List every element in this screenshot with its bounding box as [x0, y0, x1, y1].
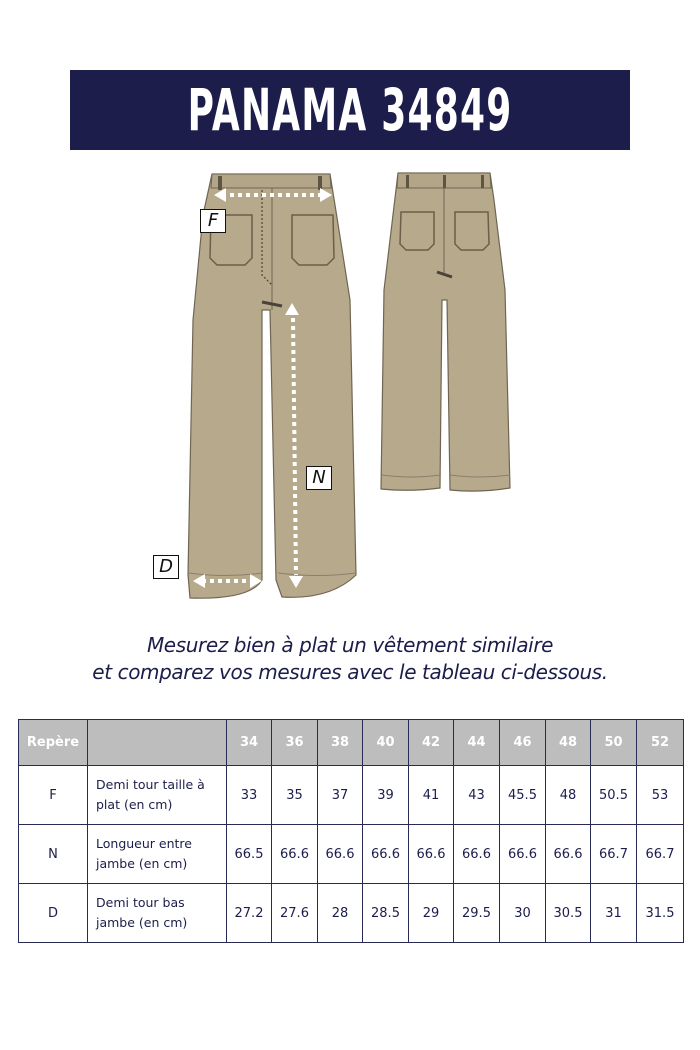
row-description	[88, 884, 227, 943]
instructions-line-1: Mesurez bien à plat un vêtement similaire	[146, 633, 554, 657]
table-cell: 39	[363, 766, 409, 825]
table-cell: 27.2	[227, 884, 272, 943]
marker-d-label: D	[153, 555, 179, 579]
marker-n-label: N	[306, 466, 332, 490]
table-cell: 66.6	[546, 825, 591, 884]
product-title: PANAMA 34849	[187, 76, 513, 144]
table-cell: 66.6	[409, 825, 454, 884]
measurement-instructions	[0, 632, 700, 686]
row-description-line: jambe (en cm)	[96, 856, 188, 871]
table-cell: 30.5	[546, 884, 591, 943]
table-cell: 45.5	[500, 766, 546, 825]
table-cell: 29	[409, 884, 454, 943]
marker-f-label: F	[200, 209, 226, 233]
table-cell: 41	[409, 766, 454, 825]
header-size: 52	[637, 720, 684, 766]
table-cell: 48	[546, 766, 591, 825]
header-size: 42	[409, 720, 454, 766]
table-cell: 66.7	[591, 825, 637, 884]
table-cell: 66.5	[227, 825, 272, 884]
row-description-line: plat (en cm)	[96, 797, 173, 812]
header-size: 48	[546, 720, 591, 766]
title-banner	[70, 70, 630, 150]
table-cell: 29.5	[454, 884, 500, 943]
header-size: 34	[227, 720, 272, 766]
table-row-f	[19, 766, 684, 825]
table-cell: 66.7	[637, 825, 684, 884]
table-cell: 33	[227, 766, 272, 825]
table-cell: 53	[637, 766, 684, 825]
table-cell: 43	[454, 766, 500, 825]
row-description-line: jambe (en cm)	[96, 915, 188, 930]
row-description	[88, 825, 227, 884]
instructions-line-2: et comparez vos mesures avec le tableau ci-dessous.	[92, 660, 608, 684]
table-row-d	[19, 884, 684, 943]
garment-illustration	[0, 160, 700, 610]
pants-front-icon	[188, 174, 356, 598]
table-cell: 35	[272, 766, 318, 825]
header-size: 50	[591, 720, 637, 766]
table-cell: 66.6	[454, 825, 500, 884]
table-cell: 31	[591, 884, 637, 943]
header-marker: Repère	[19, 720, 88, 766]
table-cell: 31.5	[637, 884, 684, 943]
table-cell: 30	[500, 884, 546, 943]
pants-back-icon	[381, 173, 510, 491]
header-description	[88, 720, 227, 766]
header-size: 46	[500, 720, 546, 766]
table-cell: 66.6	[318, 825, 363, 884]
table-cell: 28	[318, 884, 363, 943]
table-row-n	[19, 825, 684, 884]
table-cell: 27.6	[272, 884, 318, 943]
header-size: 44	[454, 720, 500, 766]
table-cell: 66.6	[500, 825, 546, 884]
row-marker: N	[19, 825, 88, 884]
row-description-line: Demi tour taille à	[96, 777, 205, 792]
table-header-row	[19, 720, 684, 766]
row-marker: F	[19, 766, 88, 825]
table-cell: 66.6	[363, 825, 409, 884]
table-cell: 28.5	[363, 884, 409, 943]
header-size: 36	[272, 720, 318, 766]
header-size: 40	[363, 720, 409, 766]
header-size: 38	[318, 720, 363, 766]
row-description-line: Demi tour bas	[96, 895, 185, 910]
size-chart-table	[18, 719, 684, 943]
table-cell: 50.5	[591, 766, 637, 825]
row-marker: D	[19, 884, 88, 943]
table-cell: 37	[318, 766, 363, 825]
row-description-line: Longueur entre	[96, 836, 192, 851]
row-description	[88, 766, 227, 825]
table-cell: 66.6	[272, 825, 318, 884]
